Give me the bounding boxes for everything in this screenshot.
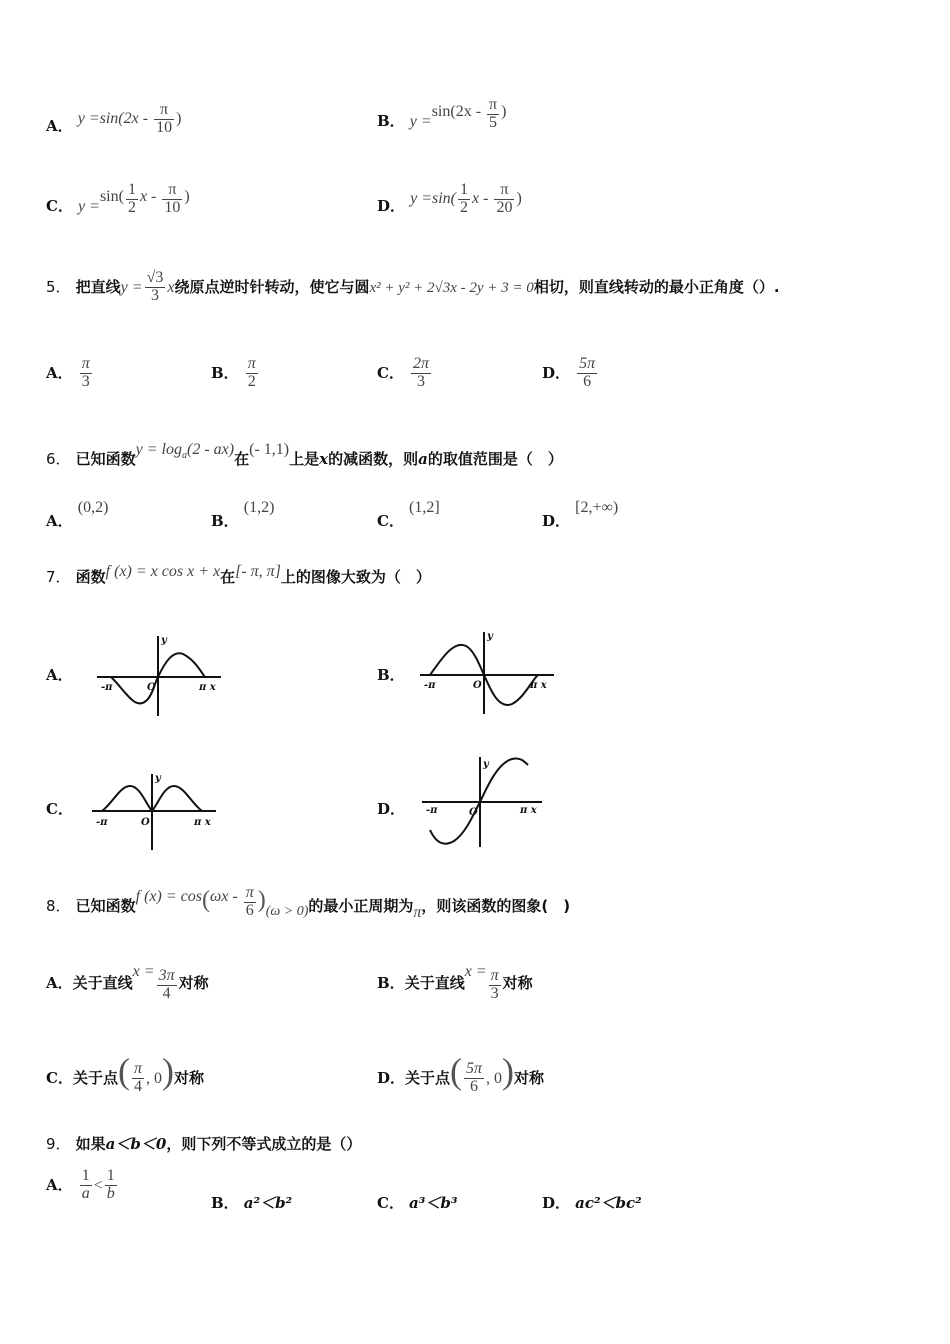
q9-option-a[interactable] bbox=[46, 1168, 119, 1203]
expr-part: y = log bbox=[135, 441, 182, 458]
interval: (- 1,1) bbox=[249, 441, 290, 458]
option-label: B． bbox=[211, 512, 239, 530]
option-label: B． bbox=[377, 111, 405, 130]
frac-num: π bbox=[247, 355, 256, 372]
q6-option-a[interactable] bbox=[46, 496, 109, 530]
q8-stem bbox=[46, 885, 570, 920]
option-label: C． bbox=[46, 196, 73, 215]
option-label: A． bbox=[46, 363, 73, 382]
stem-text: ，则该函数的图象( ) bbox=[421, 896, 571, 915]
q4-option-c[interactable] bbox=[46, 181, 190, 225]
interval: [- π, π] bbox=[235, 563, 281, 580]
stem-text: 在 bbox=[220, 568, 236, 586]
option-label: D． bbox=[542, 512, 571, 530]
q4-option-a[interactable] bbox=[46, 101, 182, 145]
stem-text: 在 bbox=[234, 450, 250, 468]
q4-option-d[interactable] bbox=[377, 181, 522, 225]
frac-num: 5π bbox=[579, 355, 596, 372]
option-value: a³＜b³ bbox=[409, 1194, 458, 1212]
expr-part: x bbox=[167, 278, 175, 296]
expr-part: y = bbox=[78, 197, 100, 215]
frac-den: 5 bbox=[489, 113, 498, 131]
q7-stem bbox=[46, 560, 431, 586]
q5-option-a[interactable] bbox=[46, 356, 94, 391]
frac-num: 1 bbox=[81, 1167, 90, 1184]
condition: a＜b＜0 bbox=[105, 1135, 167, 1153]
paren-left: ( bbox=[117, 1051, 130, 1091]
paren-left: ( bbox=[201, 886, 210, 913]
q6-option-d[interactable] bbox=[542, 496, 619, 530]
q5-option-d[interactable] bbox=[542, 356, 599, 391]
neg-pi-label: -π bbox=[101, 682, 113, 693]
origin-label: O bbox=[141, 817, 150, 828]
paren-right: ) bbox=[502, 1051, 515, 1091]
stem-text: 相切，则直线转动的最小正角度（）. bbox=[533, 277, 780, 296]
option-text: 关于点 bbox=[72, 1069, 118, 1087]
option-value: a²＜b² bbox=[243, 1194, 293, 1212]
frac-num: 5π bbox=[466, 1060, 483, 1078]
frac-den: 3 bbox=[150, 286, 159, 304]
option-label: C． bbox=[377, 1194, 404, 1212]
q4-option-d-expr bbox=[410, 181, 522, 216]
frac-den: 10 bbox=[156, 118, 173, 136]
frac-num: 3π bbox=[158, 967, 175, 984]
option-value: (1,2] bbox=[409, 499, 440, 516]
expr-part: ) bbox=[176, 109, 182, 127]
circle-equation: x² + y² + 2√3x - 2y + 3 = 0 bbox=[369, 279, 534, 296]
stem-text: 的最小正周期为 bbox=[308, 896, 414, 915]
log-base: a bbox=[182, 450, 187, 461]
q6-option-c[interactable] bbox=[377, 496, 440, 530]
expr-part: , 0 bbox=[145, 1070, 162, 1087]
question-number: 9． bbox=[46, 1135, 71, 1153]
frac-den: 6 bbox=[245, 901, 254, 919]
stem-text: 已知函数 bbox=[75, 450, 136, 468]
expr-part: ) bbox=[501, 102, 507, 120]
stem-text: 把直线 bbox=[75, 277, 121, 296]
expr-part: y = bbox=[120, 278, 143, 296]
frac-den: a bbox=[81, 1184, 90, 1202]
q8-option-c[interactable] bbox=[46, 1050, 204, 1096]
frac-den: 10 bbox=[164, 198, 181, 216]
q7-option-c-label[interactable]: C． bbox=[46, 800, 73, 818]
y-label: y bbox=[487, 631, 493, 642]
q8-option-a[interactable] bbox=[46, 962, 209, 1003]
option-label: A． bbox=[46, 1175, 73, 1194]
option-label: D． bbox=[377, 196, 406, 215]
neg-pi-label: -π bbox=[426, 805, 438, 816]
q4-option-b-expr bbox=[409, 96, 507, 131]
stem-text: 的取值范围是（ ） bbox=[427, 450, 563, 468]
option-text: 关于点 bbox=[405, 1069, 451, 1087]
period-value: π bbox=[413, 903, 422, 921]
frac-den: 2 bbox=[127, 198, 136, 216]
option-value: ac²＜bc² bbox=[575, 1194, 642, 1212]
q7-option-d-label[interactable]: D． bbox=[377, 800, 406, 818]
expr-part: y =sin( bbox=[410, 189, 457, 207]
pi-x-label: π x bbox=[199, 682, 216, 693]
y-label: y bbox=[155, 773, 161, 784]
q6-stem bbox=[46, 438, 563, 468]
option-label: C． bbox=[377, 363, 404, 382]
expr-part: ) bbox=[516, 189, 522, 207]
y-label: y bbox=[483, 759, 489, 770]
frac-num: π bbox=[162, 182, 182, 200]
option-text: 对称 bbox=[502, 973, 533, 992]
option-value: (1,2) bbox=[243, 499, 275, 516]
expr-part: f (x) = x cos x + x bbox=[105, 563, 221, 580]
frac-num: π bbox=[81, 355, 90, 372]
frac-den: 4 bbox=[162, 984, 171, 1002]
option-label: C． bbox=[377, 512, 404, 530]
option-label: B． bbox=[377, 973, 405, 992]
q7-graph-a[interactable] bbox=[95, 632, 225, 718]
pi-x-label: π x bbox=[194, 817, 211, 828]
operator: < bbox=[93, 1176, 103, 1194]
frac-den: 3 bbox=[81, 372, 90, 390]
stem-text: 绕原点逆时针转动，使它与圆 bbox=[174, 277, 370, 296]
q5-stem bbox=[46, 270, 780, 305]
q7-graph-d[interactable] bbox=[420, 755, 545, 850]
expr-part: x - bbox=[472, 189, 493, 207]
frac-num: π bbox=[154, 102, 174, 120]
q7-graph-b[interactable] bbox=[418, 630, 558, 716]
variable: x bbox=[319, 450, 329, 468]
expr-part: f (x) = cos bbox=[135, 887, 202, 905]
frac-den: 3 bbox=[490, 984, 499, 1002]
option-text: 关于直线 bbox=[72, 973, 133, 992]
q9-stem bbox=[46, 1133, 361, 1154]
y-label: y bbox=[161, 635, 167, 646]
frac-num: 1 bbox=[106, 1167, 115, 1184]
expr-part: ) bbox=[184, 187, 190, 205]
q9-option-d[interactable] bbox=[542, 1192, 642, 1213]
q4-option-c-expr bbox=[78, 181, 190, 216]
pi-x-label: π x bbox=[530, 680, 547, 691]
neg-pi-label: -π bbox=[424, 680, 436, 691]
option-label: D． bbox=[542, 363, 571, 382]
option-label: D． bbox=[542, 1194, 571, 1212]
stem-text: 函数 bbox=[75, 568, 106, 586]
expr-part: (2 - ax) bbox=[187, 441, 235, 458]
q6-option-b[interactable] bbox=[211, 496, 275, 530]
stem-text: 如果 bbox=[75, 1135, 106, 1153]
condition: (ω > 0) bbox=[265, 903, 309, 919]
frac-num: 1 bbox=[460, 181, 469, 198]
q4-option-b[interactable] bbox=[377, 96, 507, 140]
q5-option-c[interactable] bbox=[377, 356, 433, 391]
option-label: D． bbox=[377, 1069, 406, 1087]
frac-num: π bbox=[490, 967, 499, 984]
expr-part: x = bbox=[464, 962, 487, 980]
option-value: [2,+∞) bbox=[575, 499, 619, 516]
q8-option-b[interactable] bbox=[377, 962, 533, 1003]
expr-part: y =sin(2x - bbox=[77, 109, 153, 127]
frac-den: 6 bbox=[583, 372, 592, 390]
q5-option-b[interactable] bbox=[211, 356, 260, 391]
option-value: (0,2) bbox=[77, 499, 109, 516]
stem-text: 上的图像大致为（ ） bbox=[280, 568, 431, 586]
origin-label: O bbox=[147, 682, 156, 693]
option-label: A． bbox=[46, 116, 73, 135]
option-text: 对称 bbox=[173, 1069, 204, 1087]
frac-num: π bbox=[133, 1060, 142, 1078]
variable: a bbox=[418, 450, 428, 468]
frac-num: 2π bbox=[413, 355, 430, 372]
stem-text: 已知函数 bbox=[75, 896, 136, 915]
question-number: 5． bbox=[46, 277, 71, 296]
expr-part: ωx - bbox=[209, 887, 242, 905]
frac-den: 20 bbox=[496, 198, 513, 216]
question-number: 7． bbox=[46, 568, 71, 586]
paren-left: ( bbox=[450, 1051, 463, 1091]
expr-part: sin(2x - bbox=[431, 102, 486, 120]
origin-label: O bbox=[469, 807, 478, 818]
origin-label: O bbox=[473, 680, 482, 691]
option-label: A． bbox=[46, 512, 73, 530]
question-number: 8． bbox=[46, 896, 71, 915]
stem-text: 的减函数，则 bbox=[328, 450, 419, 468]
frac-den: 3 bbox=[417, 372, 426, 390]
q4-option-a-expr bbox=[77, 101, 182, 136]
q7-option-a-label[interactable]: A． bbox=[46, 666, 73, 684]
frac-den: 4 bbox=[133, 1078, 142, 1095]
question-number: 6． bbox=[46, 450, 71, 468]
option-text: 关于直线 bbox=[404, 973, 465, 992]
q8-option-d[interactable] bbox=[377, 1050, 544, 1096]
frac-den: b bbox=[106, 1184, 115, 1202]
paren-right: ) bbox=[257, 886, 266, 913]
frac-num: 1 bbox=[127, 181, 136, 198]
neg-pi-label: -π bbox=[96, 817, 108, 828]
expr-part: x - bbox=[139, 187, 161, 205]
option-label: C． bbox=[46, 1069, 73, 1087]
option-text: 对称 bbox=[178, 973, 209, 992]
q9-option-c[interactable] bbox=[377, 1192, 457, 1213]
expr-part: x = bbox=[132, 962, 155, 980]
frac-num: π bbox=[245, 884, 254, 901]
pi-x-label: π x bbox=[520, 805, 537, 816]
option-text: 对称 bbox=[514, 1069, 545, 1087]
q7-option-b-label[interactable]: B． bbox=[377, 666, 405, 684]
option-label: A． bbox=[46, 973, 73, 992]
stem-text: ，则下列不等式成立的是（） bbox=[166, 1135, 362, 1153]
frac-num: √3 bbox=[146, 269, 164, 286]
q9-option-b[interactable] bbox=[211, 1192, 292, 1213]
frac-den: 2 bbox=[247, 372, 256, 390]
q7-graph-c[interactable] bbox=[90, 770, 220, 852]
frac-den: 6 bbox=[470, 1078, 479, 1095]
expr-part: , 0 bbox=[486, 1070, 503, 1087]
expr-part: sin( bbox=[99, 187, 124, 205]
option-label: B． bbox=[211, 363, 239, 382]
paren-right: ) bbox=[161, 1051, 174, 1091]
stem-text: 上是 bbox=[289, 450, 320, 468]
frac-den: 2 bbox=[460, 198, 469, 216]
option-label: B． bbox=[211, 1194, 239, 1212]
frac-num: π bbox=[494, 182, 514, 200]
frac-num: π bbox=[489, 96, 498, 113]
expr-part: y = bbox=[409, 112, 432, 130]
